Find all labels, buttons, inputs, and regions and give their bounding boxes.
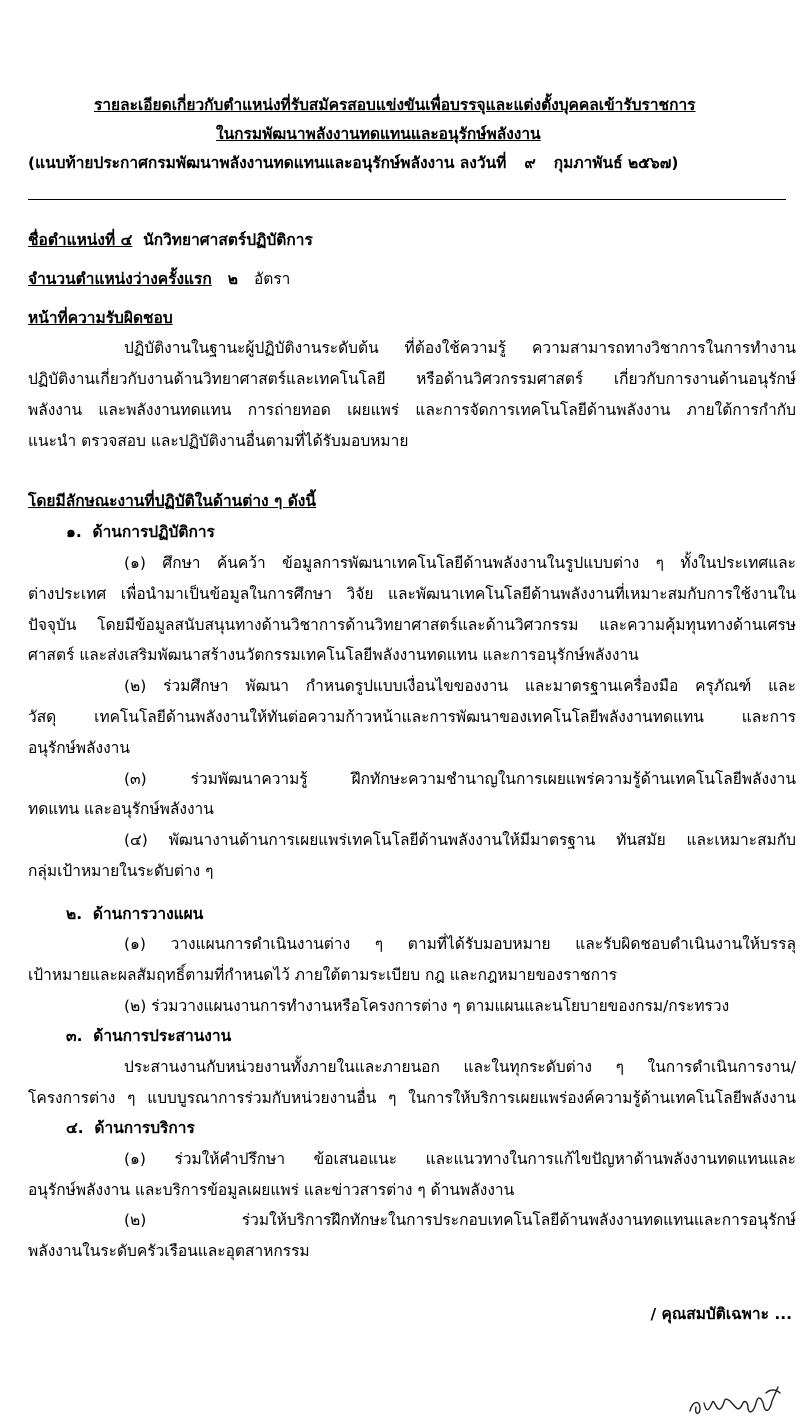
section-title: ด้านการประสานงาน bbox=[93, 1027, 232, 1045]
coordination-line: โครงการต่าง ๆ แบบบูรณาการร่วมกับหน่วยงานอื่น ๆ ในการให้บริการเผยแพร่องค์ความรู้ด้านเทคโนโลยีพลังงาน bbox=[28, 1089, 796, 1107]
service-line: (๒) ร่วมให้บริการฝึกทักษะในการประกอบเทคโนโลยีด้านพลังงานทดแทนและการอนุรักษ์ bbox=[124, 1211, 796, 1229]
position-count-unit: อัตรา bbox=[253, 270, 291, 288]
operations-line: อนุรักษ์พลังงาน bbox=[28, 739, 130, 757]
document-title-line2: ในกรมพัฒนาพลังงานทดแทนและอนุรักษ์พลังงาน bbox=[216, 125, 541, 143]
section-title: ด้านการบริการ bbox=[94, 1119, 195, 1137]
operations-line: ทดแทน และอนุรักษ์พลังงาน bbox=[28, 800, 214, 818]
section-title: ด้านการปฏิบัติการ bbox=[92, 523, 215, 541]
duties-line: ปฏิบัติงานในฐานะผู้ปฏิบัติงานระดับต้น ที่ต้องใช้ความรู้ ความสามารถทางวิชาการในการทำงาน bbox=[124, 339, 796, 357]
section-heading-coordination bbox=[66, 1023, 231, 1048]
planning-line: (๑) วางแผนการดำเนินงานต่าง ๆ ตามที่ได้รับมอบหมาย และรับผิดชอบดำเนินงานให้บรรลุ bbox=[124, 935, 796, 953]
section-title: ด้านการวางแผน bbox=[92, 905, 204, 923]
section-number: ๑. bbox=[66, 523, 82, 541]
section-heading-service bbox=[66, 1115, 195, 1140]
duties-line: แนะนำ ตรวจสอบ และปฏิบัติงานอื่นตามที่ได้รับมอบหมาย bbox=[28, 432, 409, 450]
subtitle-month-year: กุมภาพันธ์ ๒๕๖๗) bbox=[553, 154, 679, 172]
operations-line: (๑) ศึกษา ค้นคว้า ข้อมูลการพัฒนาเทคโนโลยีด้านพลังงานในรูปแบบต่าง ๆ ทั้งในประเทศและ bbox=[124, 554, 796, 572]
operations-line: ศาสตร์ และส่งเสริมพัฒนาสร้างนวัตกรรมเทคโนโลยีพลังงานทดแทน และการอนุรักษ์พลังงาน bbox=[28, 646, 639, 664]
position-name-value: นักวิทยาศาสตร์ปฏิบัติการ bbox=[143, 231, 313, 249]
service-line: อนุรักษ์พลังงาน และบริการข้อมูลเผยแพร่ และข่าวสารต่าง ๆ ด้านพลังงาน bbox=[28, 1181, 515, 1199]
service-line: (๑) ร่วมให้คำปรึกษา ข้อเสนอแนะ และแนวทางในการแก้ไขปัญหาด้านพลังงานทดแทนและ bbox=[124, 1150, 796, 1168]
position-count bbox=[28, 266, 290, 291]
section-number: ๒. bbox=[66, 905, 83, 923]
subtitle-prefix: (แนบท้ายประกาศกรมพัฒนาพลังงานทดแทนและอนุรักษ์พลังงาน ลงวันที่ bbox=[28, 154, 507, 172]
planning-line: (๒) ร่วมวางแผนงานการทำงานหรือโครงการต่าง ๆ ตามแผนและนโยบายของกรม/กระทรวง bbox=[124, 997, 730, 1015]
service-line: พลังงานในระดับครัวเรือนและอุตสาหกรรม bbox=[28, 1242, 310, 1260]
section-heading-operations bbox=[66, 519, 215, 544]
continuation-note: / คุณสมบัติเฉพาะ ... bbox=[650, 1305, 792, 1323]
duties-heading: หน้าที่ความรับผิดชอบ bbox=[28, 309, 173, 327]
duties-line: พลังงาน และพลังงานทดแทน การถ่ายทอด เผยแพร่ และการจัดการเทคโนโลยีด้านพลังงาน ภายใต้การกำกับ bbox=[28, 401, 796, 419]
position-name bbox=[28, 227, 313, 252]
signature-initials bbox=[686, 1381, 784, 1419]
document-title-line1: รายละเอียดเกี่ยวกับตำแหน่งที่รับสมัครสอบแข่งขันเพื่อบรรจุและแต่งตั้งบุคคลเข้ารับราชการ bbox=[94, 96, 696, 114]
operations-line: (๓) ร่วมพัฒนาความรู้ ฝึกทักษะความชำนาญในการเผยแพร่ความรู้ด้านเทคโนโลยีพลังงาน bbox=[124, 770, 796, 788]
section-number: ๓. bbox=[66, 1027, 83, 1045]
position-count-value: ๒ bbox=[227, 270, 238, 288]
header-divider bbox=[28, 199, 786, 200]
document-subtitle bbox=[28, 150, 678, 175]
operations-line: ปัจจุบัน โดยมีข้อมูลสนับสนุนทางด้านวิชาการด้านวิทยาศาสตร์และด้านวิศวกรรม และความคุ้มทุนทางด้านเศรษ bbox=[28, 616, 796, 634]
operations-line: (๔) พัฒนางานด้านการเผยแพร่เทคโนโลยีด้านพลังงานให้มีมาตรฐาน ทันสมัย และเหมาะสมกับ bbox=[124, 831, 796, 849]
position-name-label: ชื่อตำแหน่งที่ ๔ bbox=[28, 231, 133, 249]
operations-line: วัสดุ เทคโนโลยีด้านพลังงานให้ทันต่อความก้าวหน้าและการพัฒนาของเทคโนโลยีพลังงานทดแทน และการ bbox=[28, 708, 796, 726]
section-heading-planning bbox=[66, 901, 203, 926]
section-number: ๔. bbox=[66, 1119, 84, 1137]
operations-line: ต่างประเทศ เพื่อนำมาเป็นข้อมูลในการศึกษา วิจัย และพัฒนาเทคโนโลยีด้านพลังงานที่เหมาะสมกับการใช้งานใน bbox=[28, 585, 796, 603]
position-count-label: จำนวนตำแหน่งว่างครั้งแรก bbox=[28, 270, 212, 288]
operations-line: (๒) ร่วมศึกษา พัฒนา กำหนดรูปแบบเงื่อนไขของงาน และมาตรฐานเครื่องมือ ครุภัณฑ์ และ bbox=[124, 677, 796, 695]
planning-line: เป้าหมายและผลสัมฤทธิ์ตามที่กำหนดไว้ ภายใต้ตามระเบียบ กฎ และกฎหมายของราชการ bbox=[28, 966, 618, 984]
duties-line: ปฏิบัติงานเกี่ยวกับงานด้านวิทยาศาสตร์และเทคโนโลยี หรือด้านวิศวกรรมศาสตร์ เกี่ยวกับการงานด้านอนุรักษ์ bbox=[28, 370, 796, 388]
subtitle-day: ๙ bbox=[524, 154, 536, 172]
work-heading: โดยมีลักษณะงานที่ปฏิบัติในด้านต่าง ๆ ดังนี้ bbox=[28, 492, 316, 510]
coordination-line: ประสานงานกับหน่วยงานทั้งภายในและภายนอก และในทุกระดับต่าง ๆ ในการดำเนินการงาน/ bbox=[124, 1058, 796, 1076]
operations-line: กลุ่มเป้าหมายในระดับต่าง ๆ bbox=[28, 862, 214, 880]
